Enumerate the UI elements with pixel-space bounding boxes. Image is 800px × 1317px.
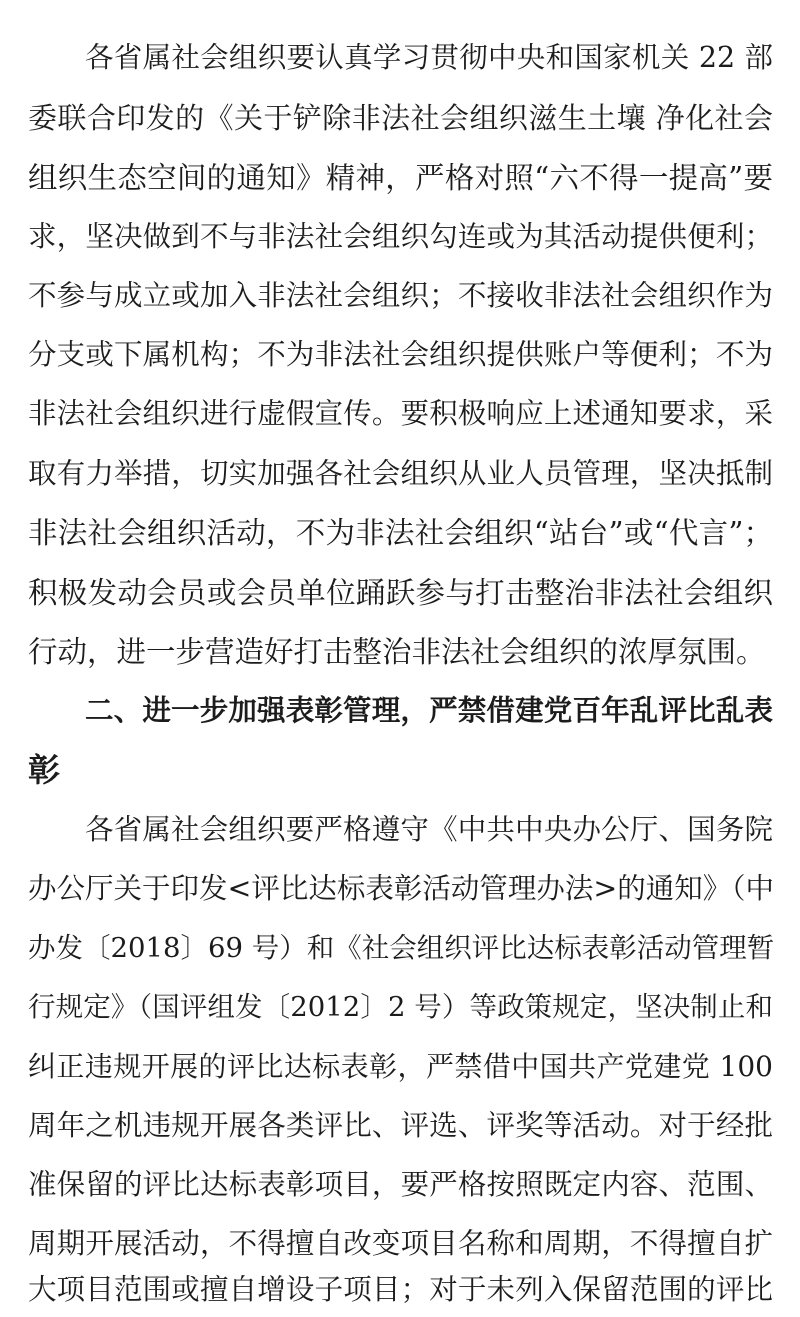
paragraph-1-line-5: 不参与成立或加入非法社会组织；不接收非法社会组织作为 [28, 279, 773, 312]
paragraph-1-line-10: 积极发动会员或会员单位踊跃参与打击整治非法社会组织 [28, 576, 773, 610]
paragraph-1-line-8: 取有力举措，切实加强各社会组织从业人员管理，坚决抵制 [28, 457, 773, 490]
paragraph-1-line-9: 非法社会组织活动，不为非法社会组织“站台”或“代言”； [28, 516, 773, 550]
paragraph-2-line-8: 周期开展活动，不得擅自改变项目名称和周期，不得擅自扩 [28, 1227, 773, 1260]
paragraph-1-line-2: 委联合印发的《关于铲除非法社会组织滋生土壤 净化社会 [28, 101, 773, 135]
section-heading-line-2: 彰 [28, 751, 61, 789]
paragraph-2-line-9: 大项目范围或擅自增设子项目；对于未列入保留范围的评比 [28, 1273, 773, 1306]
paragraph-1-line-7: 非法社会组织进行虚假宣传。要积极响应上述通知要求，采 [28, 397, 773, 430]
paragraph-2-line-6: 周年之机违规开展各类评比、评选、评奖等活动。对于经批 [28, 1109, 773, 1142]
paragraph-1-line-1: 各省属社会组织要认真学习贯彻中央和国家机关 22 部 [85, 41, 773, 74]
paragraph-2-line-3: 办发〔2018〕69 号）和《社会组织评比达标表彰活动管理暂 [28, 932, 775, 964]
paragraph-2-line-5: 纠正违规开展的评比达标表彰，严禁借中国共产党建党 100 [28, 1050, 773, 1083]
section-heading-line-1: 二、进一步加强表彰管理，严禁借建党百年乱评比乱表 [85, 694, 773, 727]
paragraph-2-line-4: 行规定》（国评组发〔2012〕2 号）等政策规定，坚决制止和 [28, 991, 773, 1023]
paragraph-1-line-6: 分支或下属机构；不为非法社会组织提供账户等便利；不为 [28, 338, 773, 371]
paragraph-2-line-1: 各省属社会组织要严格遵守《中共中央办公厅、国务院 [85, 813, 773, 846]
paragraph-2-line-7: 准保留的评比达标表彰项目，要严格按照既定内容、范围、 [28, 1168, 773, 1201]
paragraph-1-line-3: 组织生态空间的通知》精神，严格对照“六不得一提高”要 [28, 161, 773, 195]
paragraph-1-line-4: 求，坚决做到不与非法社会组织勾连或为其活动提供便利； [28, 220, 773, 253]
paragraph-2-line-2: 办公厅关于印发<评比达标表彰活动管理办法>的通知》（中 [28, 872, 775, 905]
paragraph-1-line-11: 行动，进一步营造好打击整治非法社会组织的浓厚氛围。 [28, 635, 766, 669]
